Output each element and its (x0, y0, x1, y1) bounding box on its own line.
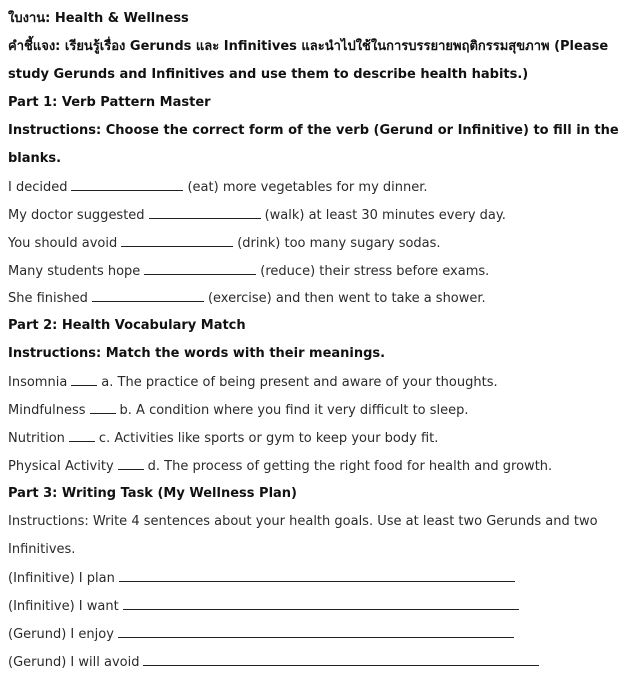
item-text-after: (reduce) their stress before exams. (260, 264, 490, 279)
fill-blank[interactable] (92, 288, 204, 302)
part3-prompt (8, 624, 518, 644)
prompt-text: (Gerund) I enjoy (8, 627, 114, 642)
vocab-meaning: d. The process of getting the right food for health and growth. (147, 459, 553, 474)
item-text-before: My doctor suggested (8, 208, 145, 223)
part2-item (8, 428, 438, 448)
part3-heading: Part 3: Writing Task (My Wellness Plan) (8, 486, 297, 501)
item-text-before: Many students hope (8, 264, 141, 279)
fill-blank[interactable] (144, 261, 256, 275)
prompt-text: (Gerund) I will avoid (8, 655, 140, 670)
prompt-text: (Infinitive) I want (8, 599, 119, 614)
item-text-after: (walk) at least 30 minutes every day. (264, 208, 506, 223)
item-text-after: (drink) too many sugary sodas. (237, 236, 441, 251)
part2-heading: Part 2: Health Vocabulary Match (8, 318, 246, 333)
worksheet-title: ใบงาน: Health & Wellness (8, 11, 189, 26)
item-text-after: (exercise) and then went to take a shower. (207, 291, 486, 306)
part1-item (8, 177, 428, 197)
writing-blank[interactable] (143, 652, 539, 666)
part2-item (8, 456, 552, 476)
part1-instructions-line-1: Instructions: Choose the correct form of the verb (Gerund or Infinitive) to fill in the (8, 123, 619, 138)
vocab-word: Insomnia (8, 375, 68, 390)
part3-prompt (8, 568, 519, 588)
match-blank[interactable] (118, 456, 144, 470)
part3-prompt (8, 652, 543, 672)
writing-blank[interactable] (119, 568, 515, 582)
fill-blank[interactable] (121, 233, 233, 247)
part2-instructions: Instructions: Match the words with their meanings. (8, 346, 386, 361)
vocab-meaning: b. A condition where you find it very difficult to sleep. (119, 403, 469, 418)
match-blank[interactable] (71, 372, 97, 386)
vocab-word: Mindfulness (8, 403, 86, 418)
fill-blank[interactable] (149, 205, 261, 219)
writing-blank[interactable] (123, 596, 519, 610)
item-text-after: (eat) more vegetables for my dinner. (187, 180, 428, 195)
part1-instructions-line-2: blanks. (8, 151, 62, 166)
part1-heading: Part 1: Verb Pattern Master (8, 95, 211, 110)
item-text-before: I decided (8, 180, 68, 195)
vocab-word: Physical Activity (8, 459, 114, 474)
part1-item (8, 261, 489, 281)
part1-item (8, 233, 441, 253)
part1-item (8, 205, 506, 225)
part3-instructions-line-1: Instructions: Write 4 sentences about your health goals. Use at least two Gerunds and two (8, 514, 598, 529)
vocab-meaning: c. Activities like sports or gym to keep your body fit. (98, 431, 439, 446)
part2-item (8, 372, 498, 392)
item-text-before: She finished (8, 291, 88, 306)
fill-blank[interactable] (71, 177, 183, 191)
directions-line-2: study Gerunds and Infinitives and use them to describe health habits.) (8, 67, 529, 82)
directions-line-1: คำชี้แจง: เรียนรู้เรื่อง Gerunds และ Infinitives และนำไปใช้ในการบรรยายพฤติกรรมสุขภาพ (Please (8, 39, 609, 54)
part2-item (8, 400, 469, 420)
prompt-text: (Infinitive) I plan (8, 571, 115, 586)
writing-blank[interactable] (118, 624, 514, 638)
match-blank[interactable] (90, 400, 116, 414)
vocab-meaning: a. The practice of being present and aware of your thoughts. (101, 375, 498, 390)
vocab-word: Nutrition (8, 431, 65, 446)
part3-instructions-line-2: Infinitives. (8, 542, 76, 557)
match-blank[interactable] (69, 428, 95, 442)
item-text-before: You should avoid (8, 236, 118, 251)
part3-prompt (8, 596, 523, 616)
part1-item (8, 288, 486, 308)
